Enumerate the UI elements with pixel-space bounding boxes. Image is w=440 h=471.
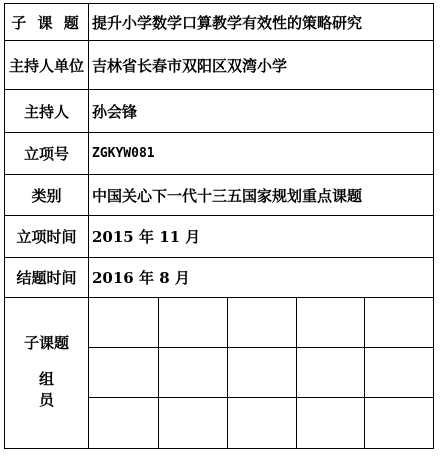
member-cell [89, 398, 159, 448]
member-cell [297, 348, 365, 398]
member-cell [228, 398, 297, 448]
row-end-date [4, 257, 434, 297]
label-host-unit: 主持人单位 [4, 40, 89, 89]
value-end-date: 2016 年 8 月 [89, 257, 434, 297]
value-host: 孙会锋 [89, 89, 434, 132]
member-cell [297, 298, 365, 348]
label-start-date: 立项时间 [4, 215, 89, 257]
member-cell [365, 298, 433, 348]
member-cell [89, 348, 159, 398]
label-subtopic: 子 课 题 [4, 3, 89, 40]
member-cell [159, 298, 228, 348]
row-start-date [4, 215, 434, 257]
member-cell [365, 398, 433, 448]
label-category: 类别 [4, 174, 89, 215]
label-host: 主持人 [4, 89, 89, 132]
label-end-date: 结题时间 [4, 257, 89, 297]
value-subtopic: 提升小学数学口算教学有效性的策略研究 [89, 3, 434, 40]
label-project-number: 立项号 [4, 132, 89, 174]
member-cell [228, 348, 297, 398]
row-category [4, 174, 434, 215]
label-members-line2: 组 员 [38, 370, 68, 409]
member-cell [159, 398, 228, 448]
member-cell [89, 298, 159, 348]
member-cell [159, 348, 228, 398]
value-host-unit: 吉林省长春市双阳区双湾小学 [89, 40, 434, 89]
members-grid [89, 297, 434, 449]
row-host [4, 89, 434, 132]
value-start-date: 2015 年 11 月 [89, 215, 434, 257]
row-members [4, 297, 434, 449]
member-cell [228, 298, 297, 348]
value-project-number: ZGKYW081 [89, 132, 434, 174]
member-cell [297, 398, 365, 448]
row-subtopic [4, 3, 434, 40]
row-host-unit [4, 40, 434, 89]
member-cell [365, 348, 433, 398]
label-members-line1: 子课题 [23, 334, 69, 352]
row-project-number [4, 132, 434, 174]
label-members [4, 297, 89, 449]
value-category: 中国关心下一代十三五国家规划重点课题 [89, 174, 434, 215]
